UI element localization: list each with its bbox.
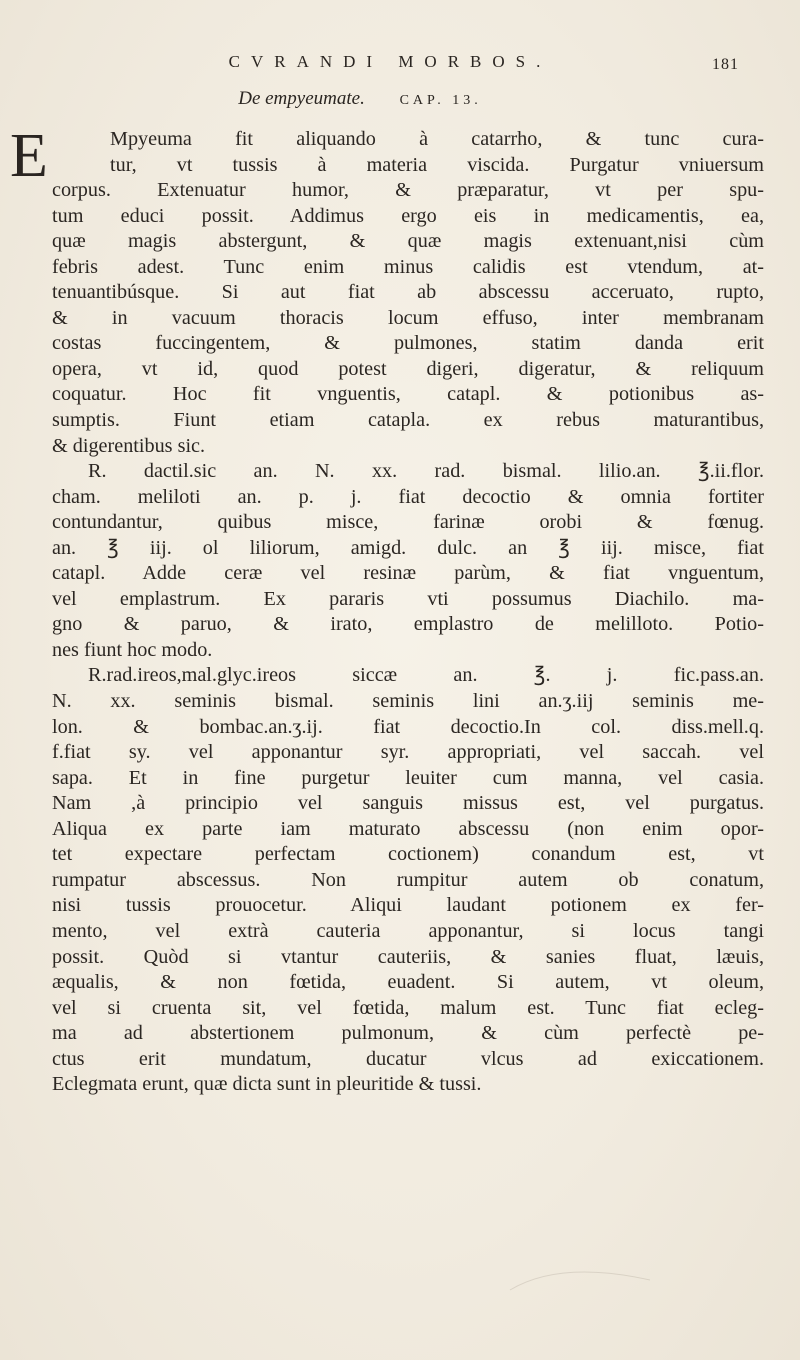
chapter-number: CAP. 13. xyxy=(399,93,482,108)
text-line: sumptis. Fiunt etiam catapla. ex rebus maturantibus, xyxy=(52,409,764,432)
text-line: & in vacuum thoracis locum effuso, inter membranam xyxy=(52,306,764,329)
drop-cap: E xyxy=(10,122,48,190)
text-line: coquatur. Hoc fit vnguentis, catapl. & potionibus as- xyxy=(52,383,764,406)
page-number: 181 xyxy=(712,56,739,73)
text-line: costas fuccingentem, & pulmones, statim danda erit xyxy=(52,332,764,355)
text-line: tenuantibúsque. Si aut fiat ab abscessu acceruato, rupto, xyxy=(52,281,764,304)
text-line: opera, vt id, quod potest digeri, digeratur, & reliquum xyxy=(52,357,764,380)
text-line: catapl. Adde ceræ vel resinæ parùm, & fiat vnguentum, xyxy=(52,562,764,585)
body-text xyxy=(52,127,764,1098)
text-line: tum educi possit. Addimus ergo eis in medicamentis, ea, xyxy=(52,204,764,227)
text-line: æqualis, & non fœtida, euadent. Si autem, vt oleum, xyxy=(52,971,764,994)
text-line: ctus erit mundatum, ducatur vlcus ad exiccationem. xyxy=(52,1047,764,1070)
text-line: f.fiat sy. vel apponantur syr. appropriati, vel saccah. vel xyxy=(52,741,764,764)
text-line: febris adest. Tunc enim minus calidis est vtendum, at- xyxy=(52,255,764,278)
text-line: cham. meliloti an. p. j. fiat decoctio & omnia fortiter xyxy=(52,485,764,508)
text-line: Nam ,à principio vel sanguis missus est, vel purgatus. xyxy=(52,792,764,815)
text-line: vel si cruenta sit, vel fœtida, malum est. Tunc fiat ecleg- xyxy=(52,996,764,1019)
text-line: lon. & bombac.an.ʒ.ij. fiat decoctio.In col. diss.mell.q. xyxy=(52,715,764,738)
text-line: N. xx. seminis bismal. seminis lini an.ʒ.iij seminis me- xyxy=(52,690,764,713)
text-line: Mpyeuma fit aliquando à catarrho, & tunc cura- xyxy=(110,128,764,150)
text-line: an. ℥ iij. ol liliorum, amigd. dulc. an ℥ iij. misce, fiat xyxy=(52,536,764,559)
text-line: R.rad.ireos,mal.glyc.ireos siccæ an. ℥. j. fic.pass.an. xyxy=(88,664,764,687)
text-line: quæ magis abstergunt, & quæ magis extenuant,nisi cùm xyxy=(52,230,764,253)
text-line: Eclegmata erunt, quæ dicta sunt in pleuritide & tussi. xyxy=(52,1073,482,1096)
text-line: sapa. Et in fine purgetur leuiter cum manna, vel casia. xyxy=(52,766,764,789)
text-line: R. dactil.sic an. N. xx. rad. bismal. lilio.an. ℥.ii.flor. xyxy=(88,460,764,483)
chapter-heading xyxy=(150,88,570,110)
bleed-through-mark xyxy=(500,1240,660,1300)
text-line: nes fiunt hoc modo. xyxy=(52,638,213,661)
text-line: possit. Quòd si vtantur cauteriis, & sanies fluat, læuis, xyxy=(52,945,764,968)
chapter-title: De empyeumate. xyxy=(238,88,365,109)
text-line: tet expectare perfectam coctionem) conandum est, vt xyxy=(52,843,764,866)
text-line: vel emplastrum. Ex pararis vti possumus Diachilo. ma- xyxy=(52,587,764,610)
text-line: & digerentibus sic. xyxy=(52,434,206,457)
text-line: nisi tussis prouocetur. Aliqui laudant potionem ex fer- xyxy=(52,894,764,917)
text-line: Aliqua ex parte iam maturato abscessu (non enim opor- xyxy=(52,817,764,840)
text-line: tur, vt tussis à materia viscida. Purgatur vniuersum xyxy=(110,153,764,176)
text-line: contundantur, quibus misce, farinæ orobi & fœnug. xyxy=(52,511,764,534)
text-line: corpus. Extenuatur humor, & præparatur, vt per spu- xyxy=(52,179,764,202)
text-line: rumpatur abscessus. Non rumpitur autem ob conatum, xyxy=(52,868,764,891)
text-line: mento, vel extrà cauteria apponantur, si locus tangi xyxy=(52,919,764,942)
text-line: ma ad abstertionem pulmonum, & cùm perfectè pe- xyxy=(52,1022,764,1045)
running-title: CVRANDI MORBOS. xyxy=(228,52,552,71)
text-line: gno & paruo, & irato, emplastro de melilloto. Potio- xyxy=(52,613,764,636)
